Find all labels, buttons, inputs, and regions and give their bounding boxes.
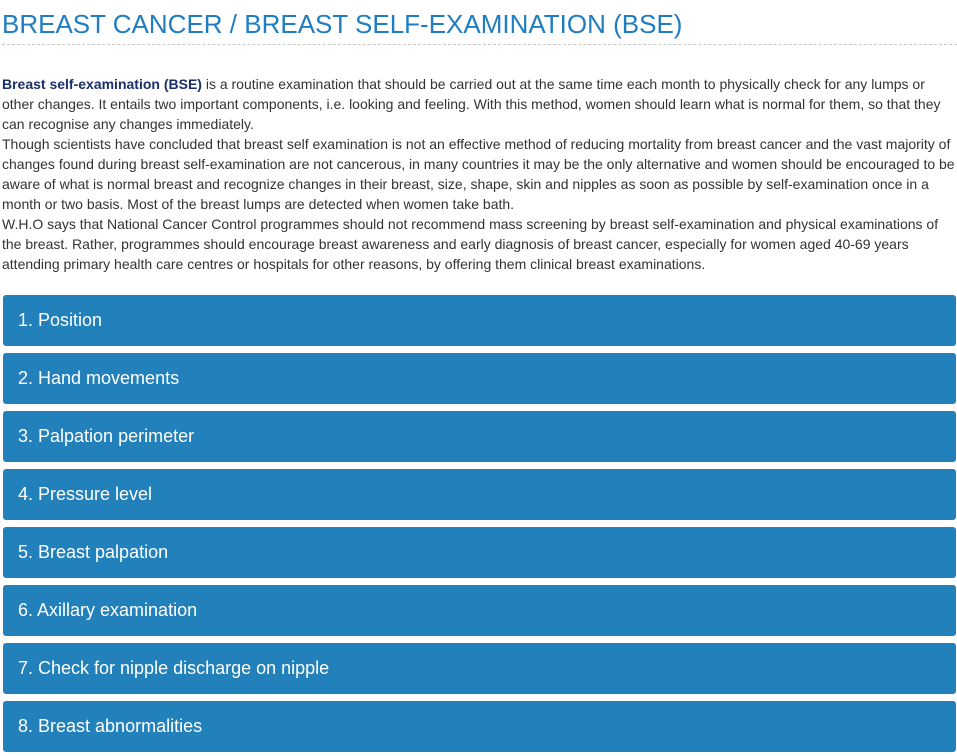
- accordion-item-position[interactable]: 1. Position: [3, 295, 956, 346]
- intro-paragraph-1-text: is a routine examination that should be carried out at the same time each month to physically check for any lumps or other changes. It entails two important components, i.e. looking and feeling. With this method, women should learn what is normal for them, so that they can recognise any changes immediately.: [2, 76, 941, 132]
- accordion-item-breast-palpation[interactable]: 5. Breast palpation: [3, 527, 956, 578]
- bse-steps-accordion: [3, 295, 956, 752]
- intro-paragraph-1: [2, 74, 955, 134]
- accordion-item-axillary-examination[interactable]: 6. Axillary examination: [3, 585, 956, 636]
- accordion-item-nipple-discharge[interactable]: 7. Check for nipple discharge on nipple: [3, 643, 956, 694]
- accordion-item-palpation-perimeter[interactable]: 3. Palpation perimeter: [3, 411, 956, 462]
- accordion-item-hand-movements[interactable]: 2. Hand movements: [3, 353, 956, 404]
- bse-term: Breast self-examination (BSE): [2, 76, 202, 92]
- accordion-item-pressure-level[interactable]: 4. Pressure level: [3, 469, 956, 520]
- title-divider: [2, 44, 957, 45]
- page-title: BREAST CANCER / BREAST SELF-EXAMINATION (BSE): [2, 9, 683, 39]
- intro-paragraph-3: W.H.O says that National Cancer Control programmes should not recommend mass screening by breast self-examination and physical examinations of the breast. Rather, programmes should encourage breast awareness and early diagnosis of breast cancer, especially for women aged 40-69 years attending primary health care centres or hospitals for other reasons, by offering them clinical breast examinations.: [2, 216, 939, 272]
- intro-text: [2, 74, 955, 274]
- accordion-item-breast-abnormalities[interactable]: 8. Breast abnormalities: [3, 701, 956, 752]
- intro-paragraph-2: Though scientists have concluded that breast self examination is not an effective method of reducing mortality from breast cancer and the vast majority of changes found during breast self-examination are not cancerous, in many countries it may be the only alternative and women should be encouraged to be aware of what is normal breast and recognize changes in their breast, size, shape, skin and nipples as soon as possible by self-examination once in a month or two basis. Most of the breast lumps are detected when women take bath.: [2, 136, 955, 212]
